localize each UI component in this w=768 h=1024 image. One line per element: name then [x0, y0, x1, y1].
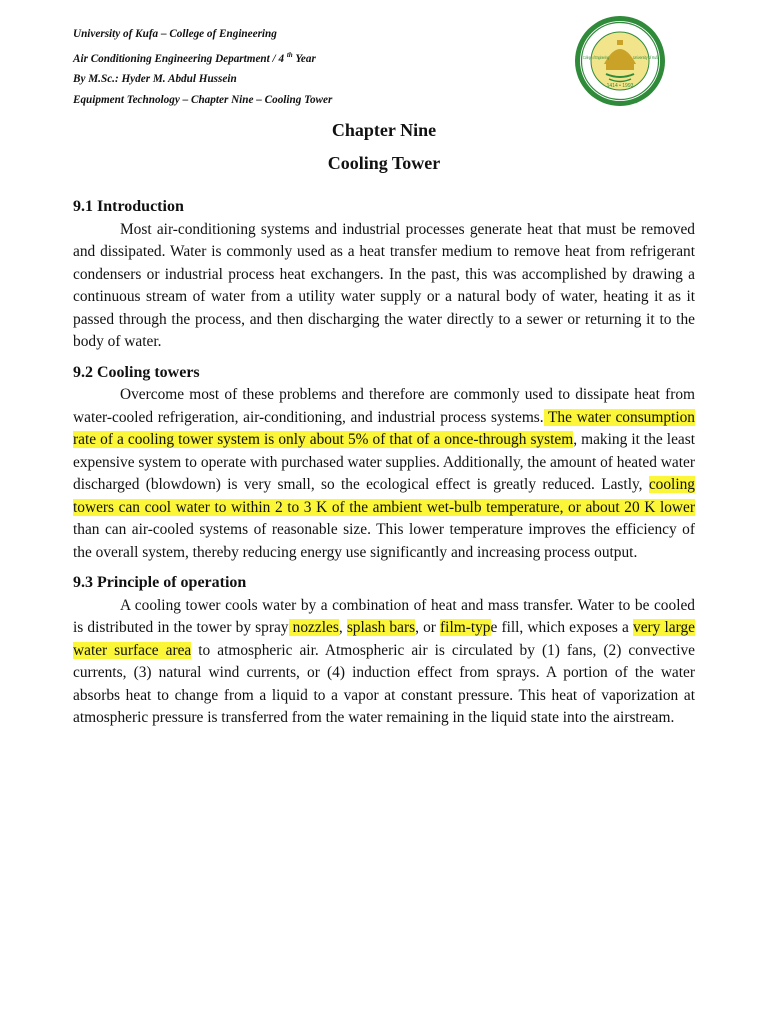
section-heading-principle: 9.3 Principle of operation	[73, 574, 247, 591]
text-span: Overcome most of these problems and therefore are commonly used to dissipate heat from water-cooled refrigeration, air-conditioning, and industrial process systems.	[73, 386, 695, 426]
highlighted-text: splash bars	[346, 619, 416, 636]
paragraph-introduction: Most air-conditioning systems and industrial processes generate heat that must be removed and dissipated. Water is commonly used as a heat transfer medium to remove heat from refrigerant condensers or industrial process heat exchangers. In the past, this was accomplished by drawing a continuous stream of water from a utility water supply or a natural body of water, heating it as it passed through the process, and then discharging the water directly to a sewer or returning it to the body of water.	[73, 220, 695, 350]
highlighted-text: cooling towers can cool water to within 2 to 3 K of the ambient wet-bulb temperature, or about 20 K lower	[73, 476, 695, 516]
section-heading-cooling-towers: 9.2 Cooling towers	[73, 363, 200, 381]
chapter-title: Chapter Nine	[331, 120, 437, 140]
text-span: than can air-cooled systems of reasonable size. This lower temperature improves the efficiency of the overall system, thereby reducing energy use significantly and increasing process output.	[73, 521, 695, 561]
highlighted-text: very large water surface area	[73, 619, 696, 659]
header-year-suffix: th	[286, 50, 293, 59]
seal-university-text: University of Kufa	[633, 55, 660, 60]
university-seal-icon	[573, 14, 667, 108]
header-university: University of Kufa – College of Engineering	[73, 28, 277, 40]
paragraph-principle	[73, 595, 695, 730]
highlighted-text: The water consumption rate of a cooling tower system is only about 5% of that of a once-through system	[73, 408, 695, 448]
section-heading-introduction: 9.1 Introduction	[73, 198, 184, 215]
text-span: e fill, which exposes a	[490, 619, 634, 636]
header-department	[73, 45, 543, 70]
page-header	[73, 24, 543, 110]
text-span: to atmospheric air. Atmospheric air is circulated by (1) fans, (2) convective currents, (3) natural wind currents, or (4) induction effect from sprays. A portion of the water absorbs heat to change from a liquid to a vapor at constant pressure. This heat of vaporization at atmospheric pressure is transferred from the water remaining in the liquid state into the airstream.	[73, 641, 696, 726]
text-span: ,	[338, 619, 347, 636]
document-body	[73, 196, 695, 738]
seal-graphic	[573, 14, 667, 108]
header-course: Equipment Technology – Chapter Nine – Cooling Tower	[73, 93, 333, 106]
text-span: , making it the least expensive system to operate with purchased water supplies. Additionally, the amount of heated water discharged (blowdown) is very small, so the ecological effect is greatly reduced. Lastly,	[73, 431, 695, 493]
chapter-subtitle: Cooling Tower	[327, 153, 441, 173]
header-year-word: Year	[295, 52, 316, 65]
text-span: , or	[415, 619, 441, 636]
highlighted-text: film-typ	[440, 619, 491, 636]
highlighted-text: nozzles	[288, 619, 339, 636]
paragraph-cooling-towers	[73, 384, 695, 564]
header-department-text: Air Conditioning Engineering Department / 4	[73, 52, 285, 65]
seal-years: 1414 • 1993	[606, 83, 634, 89]
header-author: By M.Sc.: Hyder M. Abdul Hussein	[73, 73, 237, 85]
seal-college-text: College of Engineering	[583, 55, 610, 60]
text-span: A cooling tower cools water by a combination of heat and mass transfer. Water to be cooled is distributed in the tower by spray	[73, 596, 695, 636]
